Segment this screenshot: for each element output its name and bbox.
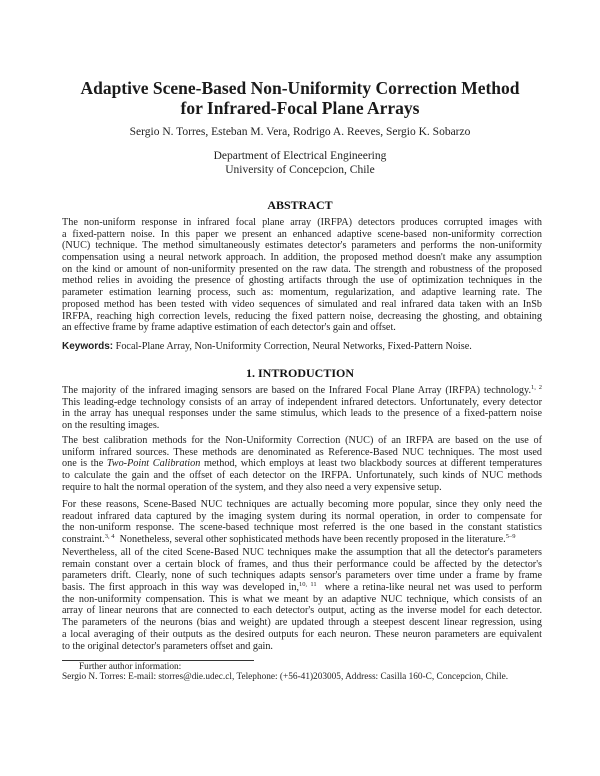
abstract-line: The non-uniform response in infrared focal plane array (IRFPA) detectors produces corrupted images with <box>62 217 542 228</box>
affiliation-line: University of Concepcion, Chile <box>225 164 375 176</box>
paragraph <box>62 385 542 432</box>
emphasis-text: Two-Point Calibration <box>106 458 201 470</box>
text-run: a local averaging of their outputs as the desired outputs for each neuron. These neuron parameters are equivalent <box>62 628 542 640</box>
text-run: For these reasons, Scene-Based NUC techniques are actually becoming more popular, since they only need the <box>62 499 542 510</box>
affiliation-line: Department of Electrical Engineering <box>213 150 387 162</box>
paragraph <box>62 435 542 493</box>
footnote-rule <box>62 660 254 661</box>
paragraph-line <box>62 408 542 420</box>
paragraph-line <box>62 511 542 523</box>
citation-superscript: 5–9 <box>505 533 516 541</box>
text-run: the non-uniformity compensation. This is what we meant by an adaptive NUC technique, which consists of an <box>62 593 542 605</box>
abstract-line: proposed method has been tested with video sequences of simulated and real infrared data taken with an InSb <box>62 298 542 310</box>
keywords-label: Keywords: <box>62 341 114 352</box>
paragraph <box>62 547 542 652</box>
paragraph-line <box>62 605 542 617</box>
text-run: constraint. <box>62 534 105 546</box>
text-run: in the array has unequal responses under the same stimulus, which leads to the presence of a fixed-pattern noise <box>62 408 542 420</box>
paragraph-line <box>62 458 542 470</box>
paragraph-line <box>62 547 542 559</box>
text-run: readout infrared data captured by the imaging system during its normal operation, in order to compensate for <box>62 510 542 522</box>
text-run: one is the <box>62 458 107 470</box>
paragraph-line <box>62 385 542 397</box>
abstract-line: method relies in avoiding the presence of ghosting artifacts through the use of optimization techniques in the <box>62 275 542 287</box>
paragraph-line <box>62 499 542 511</box>
text-run: parameters drift. Clearly, none of such techniques adapts sensor's parameters over time under a frame by frame <box>62 570 542 582</box>
abstract-line: parameter estimation learning process, such as: momentum, regularization, and adaptive learning rate. The <box>62 287 542 299</box>
footnote-text: Sergio N. Torres: E-mail: storres@die.udec.cl, Telephone: (+56-41)203005, Address: Casilla 160-C, Concepcion, Chile. <box>62 672 509 682</box>
text-run: on the resulting images. <box>62 420 160 432</box>
text-run: The majority of the infrared imaging sensors are based on the Infrared Focal Plane Array (IRFPA) technology. <box>62 385 531 396</box>
citation-superscript: 1, 2 <box>531 384 542 391</box>
affiliation <box>0 149 600 177</box>
section-heading-introduction: 1. INTRODUCTION <box>245 366 354 380</box>
citation-superscript: 3, 4 <box>104 533 115 541</box>
text-run: The parameters of the neurons (bias and weight) are updated through a steepest descent linear regression, using <box>62 617 542 629</box>
authors: Sergio N. Torres, Esteban M. Vera, Rodrigo A. Reeves, Sergio K. Sobarzo <box>129 126 471 138</box>
paragraph <box>62 499 542 546</box>
text-run: require to halt the normal operation of the system, and they also need a very expensive setup. <box>62 481 442 493</box>
paragraph-line <box>62 559 542 571</box>
abstract-body <box>62 217 542 334</box>
text-run: method, which employs at least two blackbody sources at different temperatures <box>200 458 543 470</box>
paper-title <box>0 78 600 118</box>
abstract-line: compensation using a neural network approach. In addition, the proposed method doesn't make any assumption <box>62 252 542 264</box>
paragraph-line <box>62 629 542 641</box>
text-run: Nevertheless, all of the cited Scene-Based NUC techniques make the assumption that all the detector's parameters <box>62 547 542 558</box>
paragraph-line <box>62 420 542 432</box>
text-run: Nonetheless, several other sophisticated methods have been recently proposed in the literature. <box>114 534 506 546</box>
paragraph-line <box>62 534 542 546</box>
paragraph-line <box>62 397 542 409</box>
paragraph-line <box>62 594 542 606</box>
abstract-line: IRFPA, reaching high correction levels, reducing the fixed pattern noise, decreasing the ghosting, and obtaining <box>62 310 542 322</box>
paragraph-line <box>62 482 542 494</box>
paragraph-line <box>62 447 542 459</box>
footnote <box>62 662 542 682</box>
abstract-line: (NUC) technique. The method simultaneously estimates detector's parameters and performs the non-uniformity <box>62 240 542 252</box>
keywords <box>62 341 542 352</box>
paragraph-line <box>62 617 542 629</box>
text-run: where a retina-like neural net was used to perform <box>316 582 542 594</box>
abstract-line: on the kind or amount of non-uniformity presented on the raw data. The strength and robustness of the proposed <box>62 263 542 275</box>
text-run: The best calibration methods for the Non-Uniformity Correction (NUC) of an IRFPA are based on the use of <box>62 435 542 446</box>
title-line: for Infrared-Focal Plane Arrays <box>180 98 420 118</box>
title-line: Adaptive Scene-Based Non-Uniformity Correction Method <box>80 78 520 98</box>
text-run: uniform infrared sources. These methods are denominated as Reference-Based NUC techniques. The most used <box>62 446 542 458</box>
text-run: array of linear neurons that are connected to each detector's output, acting as the inverse model for each detector. <box>62 605 542 617</box>
citation-superscript: 10, 11 <box>299 581 317 589</box>
footnote-label: Further author information: <box>79 662 182 672</box>
paragraph-line <box>62 470 542 482</box>
abstract-line: an effective frame by frame adaptive estimation of each detector's gain and offset. <box>62 322 396 334</box>
paragraph-line <box>62 522 542 534</box>
abstract-line: a fixed-pattern noise. In this paper we present an enhanced adaptive scene-based non-uniformity correction <box>62 228 542 240</box>
keywords-text: Focal-Plane Array, Non-Uniformity Correction, Neural Networks, Fixed-Pattern Noise. <box>115 341 472 352</box>
text-run: This leading-edge technology consists of an array of independent infrared detectors. Unfortunately, every detector <box>62 396 542 408</box>
paragraph-line <box>62 582 542 594</box>
text-run: to the original detector's parameters offset and gain. <box>62 640 273 652</box>
text-run: basis. The first approach in this way was developed in, <box>62 582 300 594</box>
text-run: remain constant over a certain block of frames, and thus their performance could be affected by the detector's <box>62 558 542 570</box>
text-run: to calculate the gain and the offset of each detector on the IRFPA. Unfortunately, such kinds of NUC methods <box>62 470 542 482</box>
text-run: the non-uniform response. The scene-based technique most referred is the one based in the constant statistics <box>62 522 542 534</box>
paragraph-line <box>62 641 542 653</box>
abstract-heading: ABSTRACT <box>267 198 333 212</box>
paragraph-line <box>62 435 542 447</box>
